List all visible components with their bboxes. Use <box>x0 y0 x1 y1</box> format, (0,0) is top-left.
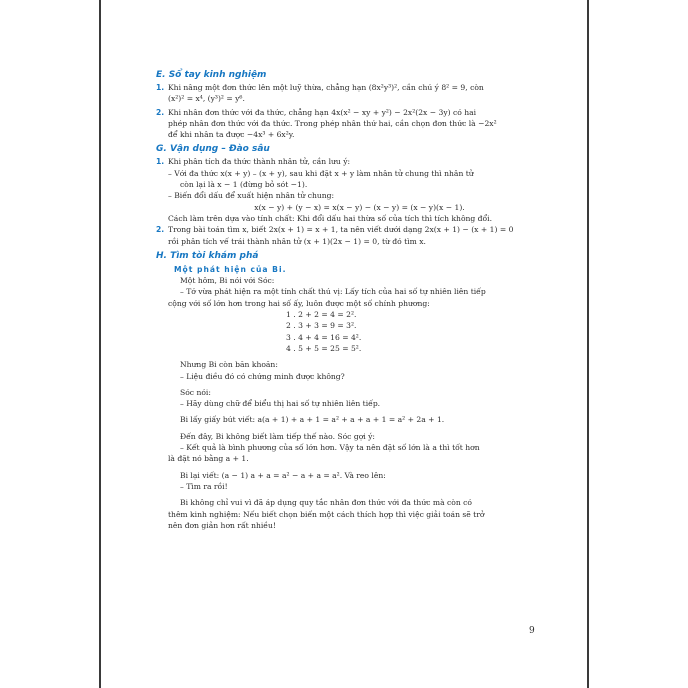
text-line: là đặt nó bằng a + 1. <box>168 454 249 464</box>
text-line: rồi phân tích vế trái thành nhân tử (x + 1)(2x − 1) = 0, từ đó tìm x. <box>168 236 426 246</box>
text-line: Sóc nói: <box>180 387 211 397</box>
text-line: – Biến đổi dấu để xuất hiện nhân tử chung: <box>168 191 335 201</box>
text-line: Khi nâng một đơn thức lên một luỹ thừa, chẳng hạn (8x²y³)², cần chú ý 8² = 9, còn <box>168 83 484 92</box>
text-line: – Kết quả là bình phương của số lớn hơn. Vậy ta nên đặt số lớn là a thì tốt hơn <box>180 443 480 453</box>
item-number: 1. <box>156 83 165 92</box>
list-item: 4 . 5 + 5 = 25 = 5². <box>286 343 362 353</box>
list-item: 2 . 3 + 3 = 9 = 3². <box>286 321 357 331</box>
story-subtitle: Một phát hiện của Bi. <box>174 264 287 274</box>
text-line: Đến đây, Bi không biết làm tiếp thế nào. Sóc gợi ý: <box>180 431 375 441</box>
text-line: để khi nhân ta được −4x³ + 6x²y. <box>168 130 295 140</box>
page-content <box>156 66 551 531</box>
text-line: – Liệu điều đó có chứng minh được không? <box>180 371 345 381</box>
item-number: 2. <box>156 107 165 117</box>
text-line: Cách làm trên dựa vào tính chất: Khi đổi dấu hai thừa số của tích thì tích không đổi. <box>168 213 493 223</box>
text-line: Nhưng Bi còn băn khoăn: <box>180 360 278 370</box>
text-line: phép nhân đơn thức với đa thức. Trong phép nhân thứ hai, cần chọn đơn thức là −2x² <box>168 118 497 128</box>
text-line: Một hôm, Bi nói với Sóc: <box>180 276 275 286</box>
section-g-item-1 <box>156 156 551 224</box>
list-item: 1 . 2 + 2 = 4 = 2². <box>286 310 357 320</box>
text-line: còn lại là x − 1 (đừng bỏ sót −1). <box>180 180 308 190</box>
text-line: – Tìm ra rồi! <box>180 481 228 491</box>
book-page <box>101 0 587 688</box>
page-right-border <box>587 0 589 688</box>
list-item: 3 . 4 + 4 = 16 = 4². <box>286 332 362 342</box>
item-number: 2. <box>156 225 165 235</box>
text-line: Bi không chỉ vui vì đã áp dụng quy tắc nhân đơn thức với đa thức mà còn có <box>180 498 472 508</box>
section-e-item-1 <box>156 82 551 105</box>
text-line: Trong bài toán tìm x, biết 2x(x + 1) = x + 1, ta nên viết dưới dạng 2x(x + 1) − (x + 1) = 0 <box>168 225 514 235</box>
text-line: Bi lấy giấy bút viết: a(a + 1) + a + 1 = a² + a + a + 1 = a² + 2a + 1. <box>180 415 445 425</box>
text-line: – Hãy dùng chữ để biểu thị hai số tự nhiên liên tiếp. <box>180 399 381 409</box>
section-h-title: H. Tìm tòi khám phá <box>156 250 259 261</box>
section-e-item-2 <box>156 107 551 141</box>
text-line: Khi nhân đơn thức với đa thức, chẳng hạn 4x(x² − xy + y²) − 2x²(2x − 3y) có hai <box>168 107 477 117</box>
text-line: nên đơn giản hơn rất nhiều! <box>168 520 276 530</box>
section-g-title: G. Vận dụng – Đào sâu <box>156 144 270 155</box>
text-line: cộng với số lớn hơn trong hai số ấy, luôn được một số chính phương: <box>168 298 430 308</box>
example-list <box>168 309 551 354</box>
story-body <box>156 275 551 531</box>
section-e-title: E. Sổ tay kinh nghiệm <box>156 70 267 80</box>
text-line: – Tớ vừa phát hiện ra một tính chất thú vị: Lấy tích của hai số tự nhiên liên tiếp <box>180 287 486 297</box>
text-line: – Với đa thức x(x + y) – (x + y), sau khi đặt x + y làm nhân tử chung thì nhân tử <box>168 168 474 178</box>
item-number: 1. <box>156 157 165 167</box>
text-line: Bi lại viết: (a − 1) a + a = a² − a + a = a². Và reo lên: <box>180 470 386 480</box>
text-line: Khi phân tích đa thức thành nhân tử, cần lưu ý: <box>168 157 351 167</box>
text-line: thêm kinh nghiệm: Nếu biết chọn biến một cách thích hợp thì việc giải toán sẽ trở <box>168 509 485 519</box>
section-g-item-2 <box>156 224 551 247</box>
text-line: (x²)² = x⁴, (y³)² = y⁶. <box>168 94 245 104</box>
page-number: 9 <box>529 626 535 636</box>
formula: x(x − y) + (y − x) = x(x − y) − (x − y) = (x − y)(x − 1). <box>254 202 465 212</box>
